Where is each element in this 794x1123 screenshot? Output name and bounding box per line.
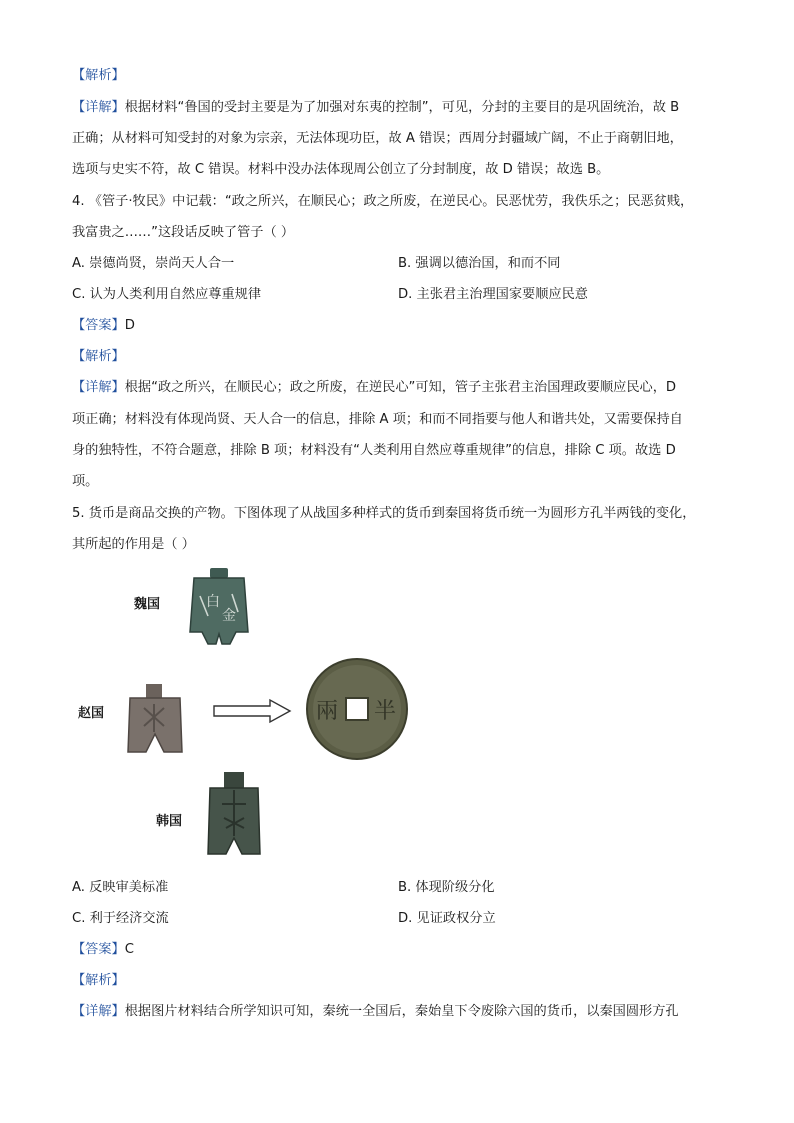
option-a: A. 崇德尚贤，崇尚天人合一	[72, 256, 235, 271]
question-stem: 其所起的作用是（ ）	[72, 537, 195, 552]
label-wei: 魏国	[134, 597, 161, 612]
analysis-heading: 【解析】	[72, 349, 125, 364]
detail-tag: 【详解】	[72, 1004, 125, 1019]
answer-tag: 【答案】	[72, 942, 125, 957]
detail-text: 根据图片材料结合所学知识可知，秦统一全国后，秦始皇下令废除六国的货币，以秦国圆形方孔	[124, 1004, 679, 1019]
han-spade-coin-image	[204, 770, 264, 862]
wei-spade-coin-image	[186, 566, 252, 646]
detail-text: 根据材料“鲁国的受封主要是为了加强对东夷的控制”，可见，分封的主要目的是巩固统治，故 B	[124, 100, 680, 115]
answer-value: D	[124, 318, 135, 333]
detail-line	[72, 1002, 679, 1022]
option-d: D. 见证政权分立	[398, 911, 496, 926]
detail-line	[72, 378, 676, 398]
detail-tag: 【详解】	[72, 380, 125, 395]
detail-line: 项。	[72, 474, 99, 489]
detail-line: 项正确；材料没有体现尚贤、天人合一的信息，排除 A 项；和而不同指要与他人和谐共处，又需要保持自	[72, 412, 683, 427]
right-arrow-icon	[212, 698, 294, 724]
detail-line: 选项与史实不符，故 C 错误。材料中没办法体现周公创立了分封制度，故 D 错误；故选 B。	[72, 162, 610, 177]
option-b: B. 强调以德治国，和而不同	[398, 256, 561, 271]
analysis-heading: 【解析】	[72, 973, 125, 988]
detail-text: 根据“政之所兴，在顺民心；政之所废，在逆民心”可知，管子主张君主治国理政要顺应民心，D	[124, 380, 677, 395]
detail-line: 正确；从材料可知受封的对象为宗亲，无法体现功臣，故 A 错误；西周分封疆域广阔，不止于商朝旧地，	[72, 131, 683, 146]
detail-line: 身的独特性，不符合题意，排除 B 项；材料没有“人类利用自然应尊重规律”的信息，排除 C 项。故选 D	[72, 443, 676, 458]
answer-line	[72, 316, 135, 336]
svg-text:半: 半	[374, 699, 397, 724]
answer-tag: 【答案】	[72, 318, 125, 333]
question-stem: 4. 《管子·牧民》中记载：“政之所兴，在顺民心；政之所废，在逆民心。民恶忧劳，我佚乐之；民恶贫贱，	[72, 194, 694, 209]
svg-text:白: 白	[206, 594, 220, 610]
option-b: B. 体现阶级分化	[398, 880, 495, 895]
qin-ban-liang-coin-image	[304, 656, 410, 762]
answer-value: C	[124, 942, 134, 957]
option-c: C. 认为人类利用自然应尊重规律	[72, 287, 262, 302]
svg-text:兩: 兩	[316, 699, 339, 724]
option-a: A. 反映审美标准	[72, 880, 169, 895]
zhao-spade-coin-image	[124, 682, 186, 758]
detail-line	[72, 98, 679, 118]
svg-text:金: 金	[222, 608, 236, 624]
question-stem: 5. 货币是商品交换的产物。下图体现了从战国多种样式的货币到秦国将货币统一为圆形方孔半两钱的变化，	[72, 506, 696, 521]
label-zhao: 赵国	[78, 706, 105, 721]
detail-tag: 【详解】	[72, 100, 125, 115]
answer-line	[72, 940, 134, 960]
question-stem: 我富贵之……”这段话反映了管子（ ）	[72, 225, 295, 240]
analysis-heading: 【解析】	[72, 68, 125, 83]
label-han: 韩国	[156, 814, 183, 829]
option-c: C. 利于经济交流	[72, 911, 169, 926]
option-d: D. 主张君主治理国家要顺应民意	[398, 287, 588, 302]
